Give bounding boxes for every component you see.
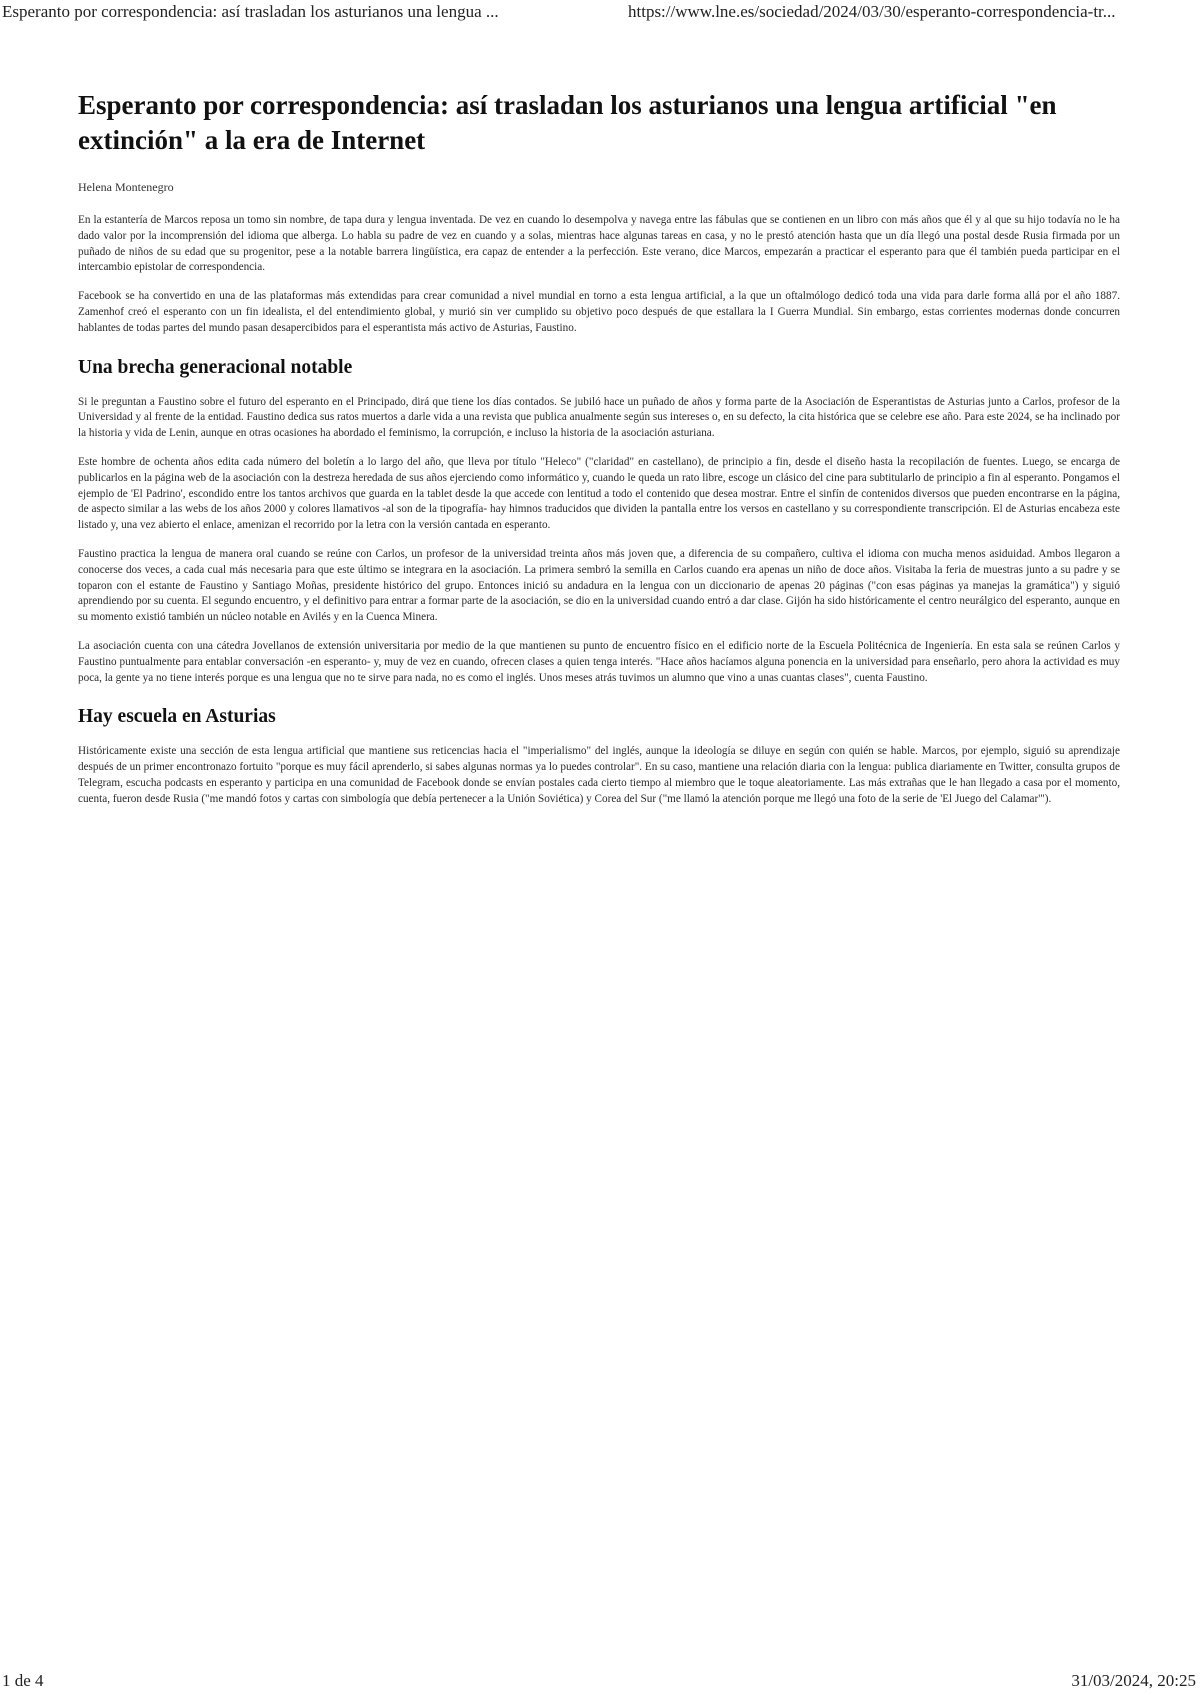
- article: [78, 88, 1120, 821]
- article-paragraph: En la estantería de Marcos reposa un tomo sin nombre, de tapa dura y lengua inventada. De vez en cuando lo desempolva y navega entre las fábulas que se contienen en un libro con más años que él y al que su hijo todavía no le ha dado valor por la incomprensión del idioma que alberga. Lo habla su padre de vez en cuando y a solas, mientras hace algunas tareas en casa, y no le prestó atención hasta que un día llegó una postal desde Rusia firmada por un puñado de niños de su edad que su progenitor, pese a la notable barrera lingüística, era capaz de entender a la perfección. Este verano, dice Marcos, empezarán a practicar el esperanto para que él también pueda participar en el intercambio epistolar de correspondencia.: [78, 214, 1120, 274]
- article-paragraph: Facebook se ha convertido en una de las plataformas más extendidas para crear comunidad a nivel mundial en torno a esta lengua artificial, a la que un oftalmólogo dedicó toda una vida para darle forma allá por el año 1887. Zamenhof creó el esperanto con un fin idealista, el del entendimiento global, y murió sin ver cumplido su objetivo poco después de que estallara la I Guerra Mundial. Sin embargo, estas corrientes modernas donde concurren hablantes de todas partes del mundo pasan desapercibidos para el esperantista más activo de Asturias, Faustino.: [78, 290, 1120, 334]
- article-paragraph: La asociación cuenta con una cátedra Jovellanos de extensión universitaria por medio de la que mantienen su punto de encuentro físico en el edificio norte de la Escuela Politécnica de Ingeniería. En esta sala se reúnen Carlos y Faustino puntualmente para entablar conversación -en esperanto- y, muy de vez en cuando, ofrecen clases a quien tenga interés. "Hace años hacíamos alguna ponencia en la universidad para enseñarlo, pero ahora la actividad es muy poca, la gente ya no tiene interés porque es una lengua que no te sirve para nada, no es como el inglés. Unos meses atrás tuvimos un alumno que vino a unas cuantas clases", cuenta Faustino.: [78, 639, 1120, 684]
- print-header: [0, 2, 1200, 24]
- page-number: 1 de 4: [2, 1671, 44, 1690]
- article-author: Helena Montenegro: [78, 180, 174, 194]
- print-header-title: Esperanto por correspondencia: así trasladan los asturianos una lengua ...: [2, 2, 499, 21]
- section-heading: Una brecha generacional notable: [78, 356, 353, 378]
- section-heading: Hay escuela en Asturias: [78, 706, 276, 728]
- article-paragraph: Este hombre de ochenta años edita cada número del boletín a lo largo del año, que lleva por título "Heleco" ("claridad" en castellano), de principio a fin, desde el diseño hasta la recopilación de fuentes. Luego, se encarga de publicarlos en la página web de la asociación con la destreza heredada de sus años ejerciendo como informático y, cuando le queda un rato libre, escoge un clásico del cine para subtitularlo de principio a fin al esperanto. Pongamos el ejemplo de 'El Padrino', escondido entre los tantos archivos que guarda en la tablet desde la que accede con lentitud a todo el contenido que desea mostrar. Entre el sinfín de contenidos diversos que pueden encontrarse en la página, de aspecto similar a las webs de los años 2000 y colores llamativos -al son de la tipografía- hay himnos traducidos que dividen la pantalla entre los versos en castellano y su correspondiente transcripción. El de Asturias encabeza este listado y, una vez abierto el enlace, amenizan el recorrido por la letra con la versión cantada en esperanto.: [78, 455, 1120, 532]
- print-header-url: https://www.lne.es/sociedad/2024/03/30/esperanto-correspondencia-tr...: [628, 2, 1116, 21]
- article-title: Esperanto por correspondencia: así trasladan los asturianos una lengua artificial "en extinción" a la era de Internet: [78, 90, 1057, 155]
- article-paragraph: Si le preguntan a Faustino sobre el futuro del esperanto en el Principado, dirá que tiene los días contados. Se jubiló hace un puñado de años y forma parte de la Asociación de Esperantistas de Asturias junto a Carlos, profesor de la Universidad y al frente de la entidad. Faustino dedica sus ratos muertos a darle vida a una revista que publica anualmente según sus intereses o, en su defecto, la cita histórica que se celebre ese año. Para este 2024, se ha inclinado por la historia y vida de Lenin, aunque en otras ocasiones ha abordado el feminismo, la corrupción, e incluso la historia de la asociación asturiana.: [78, 395, 1120, 440]
- article-paragraph: Históricamente existe una sección de esta lengua artificial que mantiene sus reticencias hacia el "imperialismo" del inglés, aunque la ideología se diluye en según con quién se hable. Marcos, por ejemplo, siguió su aprendizaje después de un primer encontronazo fortuito "porque es muy fácil aprenderlo, si sabes algunas normas ya lo puedes controlar". En su caso, mantiene una relación diaria con la lengua: publica diariamente en Twitter, consulta grupos de Telegram, escucha podcasts en esperanto y participa en una comunidad de Facebook donde se envían postales cada cierto tiempo al miembro que le toque aleatoriamente. Las más extrañas que le han llegado a casa por el momento, cuenta, fueron desde Rusia ("me mandó fotos y cartas con simbología que debía pertenecer a la Unión Soviética) y Corea del Sur ("me llamó la atención porque me llegó una foto de la serie de 'El Juego del Calamar'").: [78, 745, 1120, 805]
- article-paragraph: Faustino practica la lengua de manera oral cuando se reúne con Carlos, un profesor de la universidad treinta años más joven que, a diferencia de su compañero, cultiva el idioma con mucha menos asiduidad. Ambos llegaron a conocerse dos veces, a cada cual más necesaria para que este último se integrara en la asociación. La primera sembró la semilla en Carlos cuando era apenas un niño de doce años. Visitaba la feria de muestras junto a su padre y se toparon con el estante de Faustino y Santiago Moñas, presidente histórico del grupo. Entonces inició su andadura en la lengua con un diccionario de apenas 20 páginas ("con esas páginas ya manejas la gramática") y siguió aprendiendo por su cuenta. El segundo encuentro, y el definitivo para entrar a formar parte de la asociación, se dio en la universidad cuando entró a dar clase. Gijón ha sido históricamente el centro neurálgico del esperanto, aunque en su momento existió también un núcleo notable en Avilés y en la Cuenca Minera.: [78, 547, 1120, 624]
- print-datetime: 31/03/2024, 20:25: [1071, 1671, 1196, 1690]
- print-footer: [0, 1669, 1200, 1691]
